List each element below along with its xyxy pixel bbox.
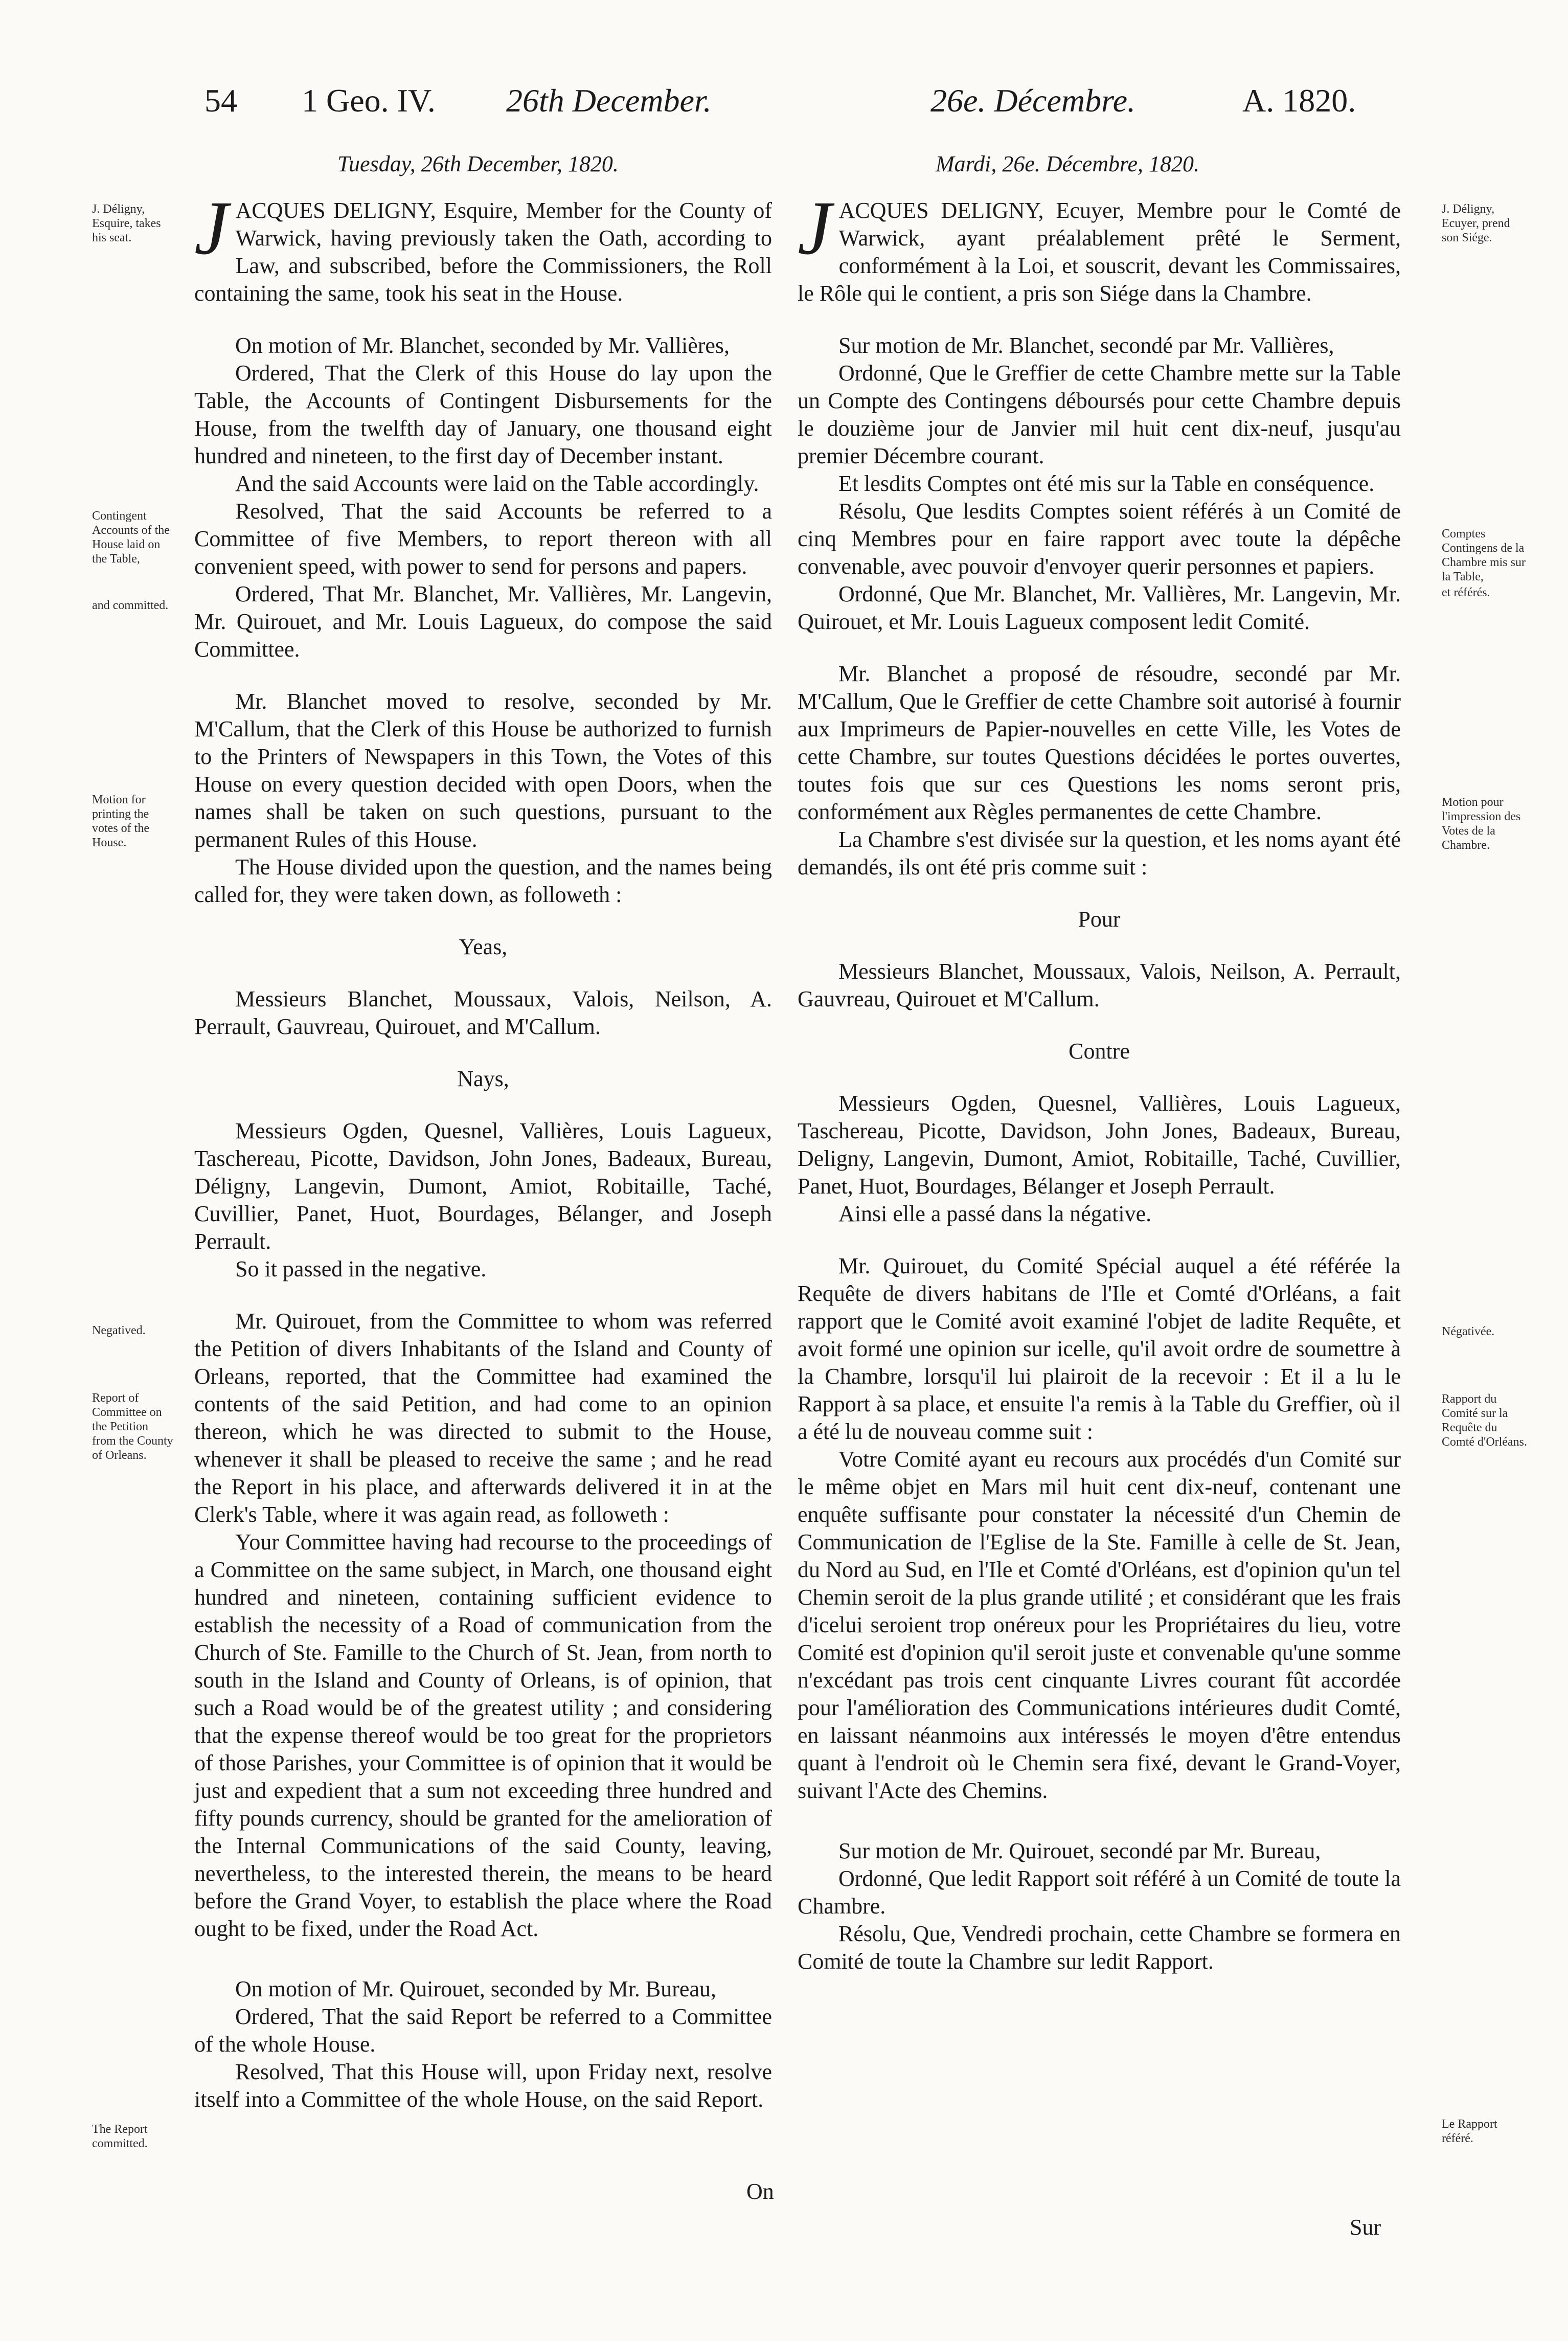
margin-note-rapport: Rapport du Comité sur la Requête du Comté d'Orléans. — [1442, 1392, 1527, 1449]
page-number: 54 — [204, 82, 237, 119]
english-paragraph: Ordered, That the said Report be referred to a Committee of the whole House. — [194, 2004, 772, 2057]
header-date-english: 26th December. — [506, 82, 712, 119]
contre-heading: Contre — [1069, 1039, 1130, 1064]
french-paragraph: Ordonné, Que le Greffier de cette Chambre mette sur la Table un Compte des Contingens déboursés pour cette Chambre depuis le douzième jour de Janvier mil huit cent dix-neuf, jusqu'au premier Décembre courant. — [798, 361, 1401, 468]
catchword-french: Sur — [1350, 2215, 1381, 2240]
english-paragraph: And the said Accounts were laid on the Table accordingly. — [235, 471, 759, 496]
french-paragraph-comite-rapport: Votre Comité ayant eu recours aux procédés d'un Comité sur le même objet en Mars mil huit cent dix-neuf, contenant une enquête suffisante pour constater la nécessité d'un Chemin de Communication de l'Eglise de la Ste. Famille à celle de St. Jean, du Nord au Sud, en l'Ile et Comté d'Orléans, est d'opinion qu'un tel Chemin seroit de la plus grande utilité ; et considérant que les frais d'icelui seroient trop onéreux pour les Propriétaires du lieu, votre Comité est d'opinion qu'il seroit juste et convenable qu'une somme n'excédant pas trois cent cinquante Livres courant fût accordée pour l'amélioration des Communications intérieures dudit Comté, en laissant néanmoins aux intéressés le moyen d'être entendus quant à l'endroit où le Chemin sera fixé, devant le Grand-Voyer, suivant l'Acte des Chemins. — [798, 1447, 1401, 1803]
header-date-french: 26e. Décembre. — [930, 82, 1135, 119]
french-paragraph: La Chambre s'est divisée sur la question, et les noms ayant été demandés, ils ont été pris comme suit : — [798, 827, 1401, 880]
french-paragraph: Ordonné, Que Mr. Blanchet, Mr. Vallières, Mr. Langevin, Mr. Quirouet, et Mr. Louis Lagueux composent ledit Comité. — [798, 581, 1401, 634]
margin-note-report: Report of Committee on the Petition from the County of Orleans. — [92, 1391, 173, 1462]
drop-cap: J — [798, 186, 832, 271]
french-paragraph: Sur motion de Mr. Quirouet, secondé par Mr. Bureau, — [838, 1838, 1321, 1863]
margin-note-comptes: Comptes Contingens de la Chambre mis sur la Table, — [1442, 527, 1526, 583]
english-paragraph-negative: So it passed in the negative. — [235, 1256, 487, 1281]
english-paragraph: On motion of Mr. Quirouet, seconded by Mr. Bureau, — [235, 1976, 716, 2001]
pour-list: Messieurs Blanchet, Moussaux, Valois, Neilson, A. Perrault, Gauvreau, Quirouet et M'Callum. — [798, 959, 1401, 1011]
french-paragraph-rapport: Mr. Quirouet, du Comité Spécial auquel a été référée la Requête de divers habitans de l'Ile et Comté d'Orléans, a fait rapport que le Comité avoit examiné l'objet de ladite Requête, et avoit formé une opinion sur icelle, qu'il avoit ordre de soumettre à la Chambre, lorsqu'il lui plairoit de la recevoir : Et il a lu le Rapport à sa place, et ensuite l'a remis à la Table du Greffier, où il a été lu de nouveau comme suit : — [798, 1253, 1401, 1444]
french-paragraph-negative: Ainsi elle a passé dans la négative. — [838, 1201, 1152, 1226]
margin-note-report-committed: The Report committed. — [92, 2123, 148, 2150]
english-paragraph-report: Mr. Quirouet, from the Committee to whom was referred the Petition of divers Inhabitants of the Island and County of Orleans, reported, that the Committee had examined the contents of the said Petition, and had come to an opinion thereon, which he was directed to submit to the House, whenever it shall be pleased to receive the same ; and he read the Report in his place, and afterwards delivered it in at the Clerk's Table, where it was again read, as followeth : — [194, 1309, 772, 1527]
english-paragraph: Ordered, That Mr. Blanchet, Mr. Vallières, Mr. Langevin, Mr. Quirouet, and Mr. Louis Lagueux, do compose the said Committee. — [194, 581, 772, 662]
french-paragraph-motion: Mr. Blanchet a proposé de résoudre, secondé par Mr. M'Callum, Que le Greffier de cette Chambre soit autorisé à fournir aux Imprimeurs de Papier-nouvelles en cette Ville, les Votes de cette Chambre, sur toutes Questions décidées le portes ouvertes, toutes fois que sur ces Questions les noms seront pris, conformément aux Règles permanentes de cette Chambre. — [798, 661, 1401, 824]
header-year: A. 1820. — [1242, 82, 1356, 119]
contre-list: Messieurs Ogden, Quesnel, Vallières, Louis Lagueux, Taschereau, Picotte, Davidson, John Jones, Badeaux, Bureau, Deligny, Langevin, Dumont, Amiot, Robitaille, Taché, Cuvillier, Panet, Huot, Bourdages, Bélanger et Joseph Perrault. — [798, 1091, 1401, 1199]
nays-heading: Nays, — [457, 1066, 509, 1091]
catchword-english: On — [746, 2179, 774, 2204]
subheader-french: Mardi, 26e. Décembre, 1820. — [936, 151, 1200, 176]
margin-note-accounts: Contingent Accounts of the House laid on the Table, — [92, 509, 170, 566]
nays-list: Messieurs Ogden, Quesnel, Vallières, Louis Lagueux, Taschereau, Picotte, Davidson, John Jones, Badeaux, Bureau, Déligny, Langevin, Dumont, Amiot, Robitaille, Taché, Cuvillier, Panet, Huot, Bourdages, Bélanger, and Joseph Perrault. — [194, 1118, 772, 1254]
margin-note-negativee: Négativée. — [1442, 1325, 1495, 1338]
margin-note-seat: J. Déligny, Esquire, takes his seat. — [92, 202, 161, 244]
margin-note-impression: Motion pour l'impression des Votes de la Chambre. — [1442, 796, 1521, 852]
english-paragraph-seat: JACQUES DELIGNY, Esquire, Member for the County of Warwick, having previously taken the Oath, according to Law, and subscribed, before the Commissioners, the Roll containing the same, took his seat in the House. — [194, 186, 772, 306]
english-paragraph: Resolved, That this House will, upon Friday next, resolve itself into a Committee of the whole House, on the said Report. — [194, 2059, 772, 2112]
english-column — [194, 186, 772, 2113]
drop-cap: J — [194, 186, 229, 271]
margin-note-referes: et référés. — [1442, 586, 1490, 599]
english-paragraph-committee-report: Your Committee having had recourse to the proceedings of a Committee on the same subject, in March, one thousand eight hundred and nineteen, containing sufficient evidence to establish the necessity of a Road of communication from the Church of Ste. Famille to the Church of St. Jean, from north to south in the Island and County of Orleans, is of opinion, that such a Road would be of the greatest utility ; and considering that the expense thereof would be too great for the proprietors of those Parishes, your Committee is of opinion that it would be just and expedient that a sum not exceeding three hundred and fifty pounds currency, should be granted for the amelioration of the Internal Communications of the said County, leaving, nevertheless, to the interested therein, the means to be heard before the Grand Voyer, to establish the place where the Road ought to be fixed, under the Road Act. — [194, 1529, 772, 1941]
french-paragraph: Résolu, Que lesdits Comptes soient référés à un Comité de cinq Membres pour en faire rapport avec toute la dépêche convenable, avec pouvoir d'envoyer querir personnes et papiers. — [798, 499, 1401, 579]
french-paragraph: Ordonné, Que ledit Rapport soit référé à un Comité de toute la Chambre. — [798, 1866, 1401, 1919]
english-paragraph: Resolved, That the said Accounts be referred to a Committee of five Members, to report thereon with all convenient speed, with power to send for persons and papers. — [194, 499, 772, 579]
english-paragraph: On motion of Mr. Blanchet, seconded by Mr. Vallières, — [235, 333, 730, 358]
pour-heading: Pour — [1078, 907, 1121, 932]
margin-note-motion: Motion for printing the votes of the House. — [92, 793, 149, 849]
english-paragraph-motion: Mr. Blanchet moved to resolve, seconded by Mr. M'Callum, that the Clerk of this House be authorized to furnish to the Printers of Newspapers in this Town, the Votes of this House on every question decided with open Doors, when the names shall be taken on such questions, pursuant to the permanent Rules of this House. — [194, 689, 772, 852]
yeas-list: Messieurs Blanchet, Moussaux, Valois, Neilson, A. Perrault, Gauvreau, Quirouet, and M'Callum. — [194, 986, 772, 1039]
margin-note-siege: J. Déligny, Ecuyer, prend son Siége. — [1442, 202, 1510, 244]
english-paragraph: The House divided upon the question, and the names being called for, they were taken down, as followeth : — [194, 854, 772, 907]
margin-note-rapport-refere: Le Rapport référé. — [1442, 2118, 1497, 2145]
subheader-english: Tuesday, 26th December, 1820. — [337, 151, 619, 176]
english-paragraph: Ordered, That the Clerk of this House do lay upon the Table, the Accounts of Contingent Disbursements for the House, from the twelfth day of January, one thousand eight hundred and nineteen, to the first day of December instant. — [194, 361, 772, 468]
reign-label: 1 Geo. IV. — [302, 82, 436, 119]
margin-note-committed: and committed. — [92, 599, 169, 612]
yeas-heading: Yeas, — [459, 934, 508, 959]
french-column — [798, 186, 1401, 1975]
french-paragraph: Sur motion de Mr. Blanchet, secondé par Mr. Vallières, — [838, 333, 1334, 358]
margin-note-negatived: Negatived. — [92, 1324, 146, 1337]
french-paragraph: Et lesdits Comptes ont été mis sur la Table en conséquence. — [838, 471, 1375, 496]
french-paragraph: Résolu, Que, Vendredi prochain, cette Chambre se formera en Comité de toute la Chambre sur ledit Rapport. — [798, 1921, 1401, 1974]
french-paragraph-siege: JACQUES DELIGNY, Ecuyer, Membre pour le Comté de Warwick, ayant préalablement prêté le Serment, conformément à la Loi, et souscrit, devant les Commissaires, le Rôle qui le contient, a pris son Siége dans la Chambre. — [798, 186, 1401, 306]
